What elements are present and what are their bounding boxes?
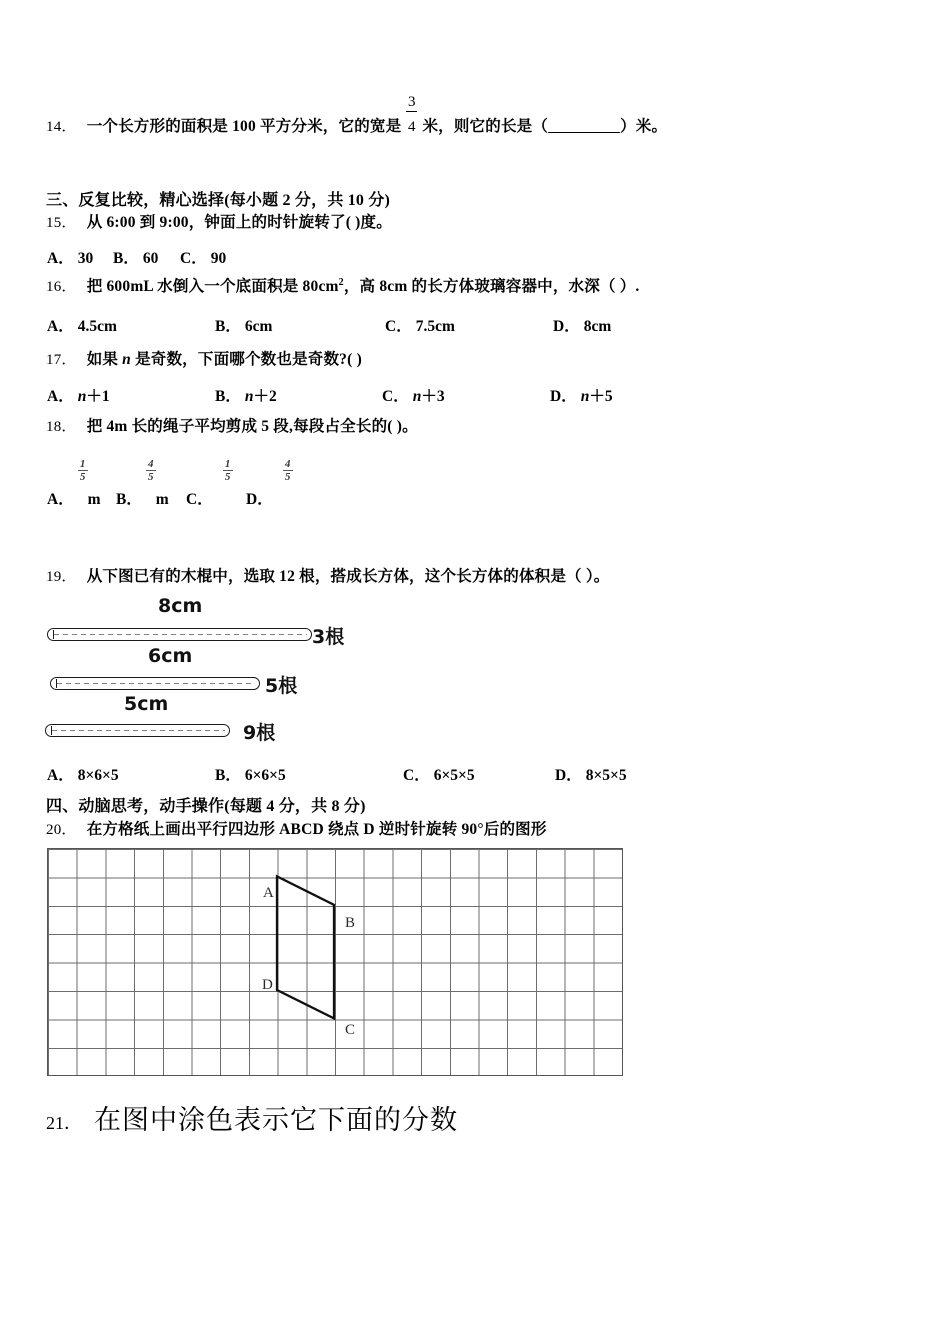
option-19-B[interactable] (215, 763, 286, 785)
question-14-text-before: 一个长方形的面积是 100 平方分米，它的宽是 (86, 118, 402, 135)
option-19-C-key: C． (403, 767, 430, 784)
question-20-number: 20． (46, 822, 77, 838)
option-18-B-unit: m (155, 491, 169, 508)
question-15-stem: 从 6:00 到 9:00，钟面上的时针旋转了( )度。 (86, 214, 392, 231)
question-18 (46, 418, 418, 436)
stick-cap-8cm (50, 630, 54, 639)
option-19-D-key: D． (555, 767, 582, 784)
parallelogram-figure (47, 848, 623, 1076)
option-18-B-numerator: 4 (147, 457, 154, 470)
option-18-D[interactable] (246, 457, 293, 509)
question-17-stem-part2: 是奇数，下面哪个数也是奇数?( ) (131, 351, 362, 368)
option-17-B-var: n (244, 388, 254, 405)
option-16-C-key: C． (385, 318, 412, 335)
question-16-stem-part2: ，高 8cm 的长方体玻璃容器中，水深（ ）. (343, 278, 640, 296)
option-17-A-text: ＋1 (86, 388, 110, 405)
stick-diagram (40, 595, 420, 755)
option-18-B-denominator: 5 (147, 470, 154, 483)
option-16-B-text: 6cm (244, 318, 273, 335)
option-18-A-key: A． (47, 491, 74, 508)
option-15-C-text: 90 (210, 250, 227, 267)
question-19-stem: 从下图已有的木棍中，选取 12 根，搭成长方体，这个长方体的体积是（ ）。 (86, 568, 610, 585)
question-18-number: 18． (46, 419, 77, 435)
question-16 (46, 277, 640, 296)
option-15-C-key: C． (180, 250, 207, 267)
option-17-D-var: n (580, 388, 590, 405)
option-17-D-text: ＋5 (589, 388, 613, 405)
option-17-A-key: A． (47, 388, 74, 405)
stick-count-label-9: 9根 (243, 722, 276, 744)
stick-length-label-5cm: 5cm (124, 693, 169, 715)
option-17-A-var: n (77, 388, 87, 405)
option-17-D-key: D． (550, 388, 577, 405)
stick-length-label-6cm: 6cm (148, 645, 193, 667)
option-18-C-numerator: 1 (224, 457, 231, 470)
option-18-D-numerator: 4 (284, 457, 291, 470)
option-19-B-key: B． (215, 767, 241, 784)
option-15-B-text: 60 (142, 250, 159, 267)
question-14 (46, 94, 668, 136)
option-17-B-text: ＋2 (253, 388, 277, 405)
option-18-C-denominator: 5 (224, 470, 231, 483)
question-14-text-after: ）米。 (620, 118, 668, 135)
question-21 (46, 1098, 458, 1137)
answer-blank-14[interactable] (548, 119, 620, 133)
option-16-A-key: A． (47, 318, 74, 335)
option-15-A-text: 30 (77, 250, 94, 267)
question-15 (46, 214, 392, 232)
option-19-A-key: A． (47, 767, 74, 784)
option-16-D[interactable] (553, 314, 611, 336)
question-21-text: 在图中涂色表示它下面的分数 (94, 1105, 458, 1136)
fraction-three-quarters (405, 94, 418, 136)
option-17-B-key: B． (215, 388, 241, 405)
section-4-heading: 四、动脑思考，动手操作(每题 4 分，共 8 分) (46, 798, 366, 815)
option-18-C[interactable] (186, 457, 233, 509)
stick-cap-6cm (53, 679, 57, 688)
option-17-B[interactable] (215, 384, 277, 406)
option-19-A-text: 8×6×5 (77, 767, 119, 784)
vertex-label-B: B (345, 915, 356, 931)
question-17-variable: n (122, 351, 131, 368)
stick-length-label-8cm: 8cm (158, 595, 203, 617)
question-18-stem: 把 4m 长的绳子平均剪成 5 段,每段占全长的( )。 (86, 418, 418, 435)
question-17-stem-part1: 如果 (86, 351, 123, 368)
stick-bar-6cm (50, 677, 260, 690)
option-18-C-key: C． (186, 491, 213, 508)
question-14-number: 14． (46, 119, 77, 135)
section-3-heading: 三、反复比较，精心选择(每小题 2 分，共 10 分) (46, 192, 391, 209)
option-16-C[interactable] (385, 314, 455, 336)
option-18-D-denominator: 5 (284, 470, 291, 483)
option-19-C[interactable] (403, 763, 475, 785)
option-19-D[interactable] (555, 763, 627, 785)
question-16-stem-part1: 把 600mL 水倒入一个底面积是 80cm (86, 278, 339, 296)
question-16-number: 16． (46, 279, 77, 296)
question-17 (46, 351, 362, 369)
option-16-A-text: 4.5cm (77, 318, 117, 335)
option-15-B-key: B． (113, 250, 139, 267)
option-17-C-key: C． (382, 388, 409, 405)
vertex-label-A: A (263, 885, 274, 901)
option-19-D-text: 8×5×5 (585, 767, 627, 784)
fraction-denominator: 4 (408, 119, 416, 135)
option-16-B-key: B． (215, 318, 241, 335)
option-16-B[interactable] (215, 314, 272, 336)
option-18-A[interactable] (47, 457, 101, 509)
question-19-number: 19． (46, 569, 77, 585)
stick-bar-8cm (47, 628, 312, 641)
option-18-A-unit: m (87, 491, 101, 508)
option-15-A[interactable] (47, 246, 93, 268)
vertex-label-C: C (345, 1022, 356, 1038)
stick-count-label-3: 3根 (312, 626, 345, 648)
option-17-A[interactable] (47, 384, 110, 406)
stick-cap-5cm (48, 726, 52, 735)
question-20 (46, 821, 547, 839)
option-18-B-key: B． (116, 491, 142, 508)
option-17-D[interactable] (550, 384, 613, 406)
vertex-label-D: D (262, 977, 273, 993)
option-19-A[interactable] (47, 763, 119, 785)
option-18-A-numerator: 1 (79, 457, 86, 470)
option-16-C-text: 7.5cm (415, 318, 455, 335)
option-15-A-key: A． (47, 250, 74, 267)
stick-count-label-5: 5根 (265, 675, 298, 697)
fraction-bar (406, 111, 417, 112)
option-16-D-key: D． (553, 318, 580, 335)
fraction-numerator: 3 (408, 94, 416, 110)
option-17-C-var: n (412, 388, 422, 405)
question-16-superscript: 2 (338, 277, 344, 288)
question-14-text-mid: 米，则它的长是（ (422, 118, 549, 135)
question-17-number: 17． (46, 352, 77, 368)
option-16-A[interactable] (47, 314, 117, 336)
option-18-A-fraction (78, 457, 88, 505)
option-15-B[interactable] (113, 246, 158, 268)
option-18-B[interactable] (116, 457, 169, 509)
option-17-C[interactable] (382, 384, 445, 406)
question-20-stem: 在方格纸上画出平行四边形 ABCD 绕点 D 逆时针旋转 90°后的图形 (86, 821, 547, 838)
option-18-D-fraction (283, 457, 293, 505)
parallelogram-abcd (277, 876, 334, 1018)
option-15-C[interactable] (180, 246, 226, 268)
option-18-D-key: D． (246, 491, 273, 508)
option-17-C-text: ＋3 (421, 388, 445, 405)
option-16-D-text: 8cm (583, 318, 612, 335)
stick-bar-5cm (45, 724, 230, 737)
option-18-B-fraction (146, 457, 156, 505)
option-18-C-fraction (223, 457, 233, 505)
option-19-B-text: 6×6×5 (244, 767, 286, 784)
option-18-A-denominator: 5 (79, 470, 86, 483)
question-21-number: 21． (46, 1113, 82, 1133)
option-19-C-text: 6×5×5 (433, 767, 475, 784)
question-15-number: 15． (46, 215, 77, 231)
question-19 (46, 568, 609, 586)
